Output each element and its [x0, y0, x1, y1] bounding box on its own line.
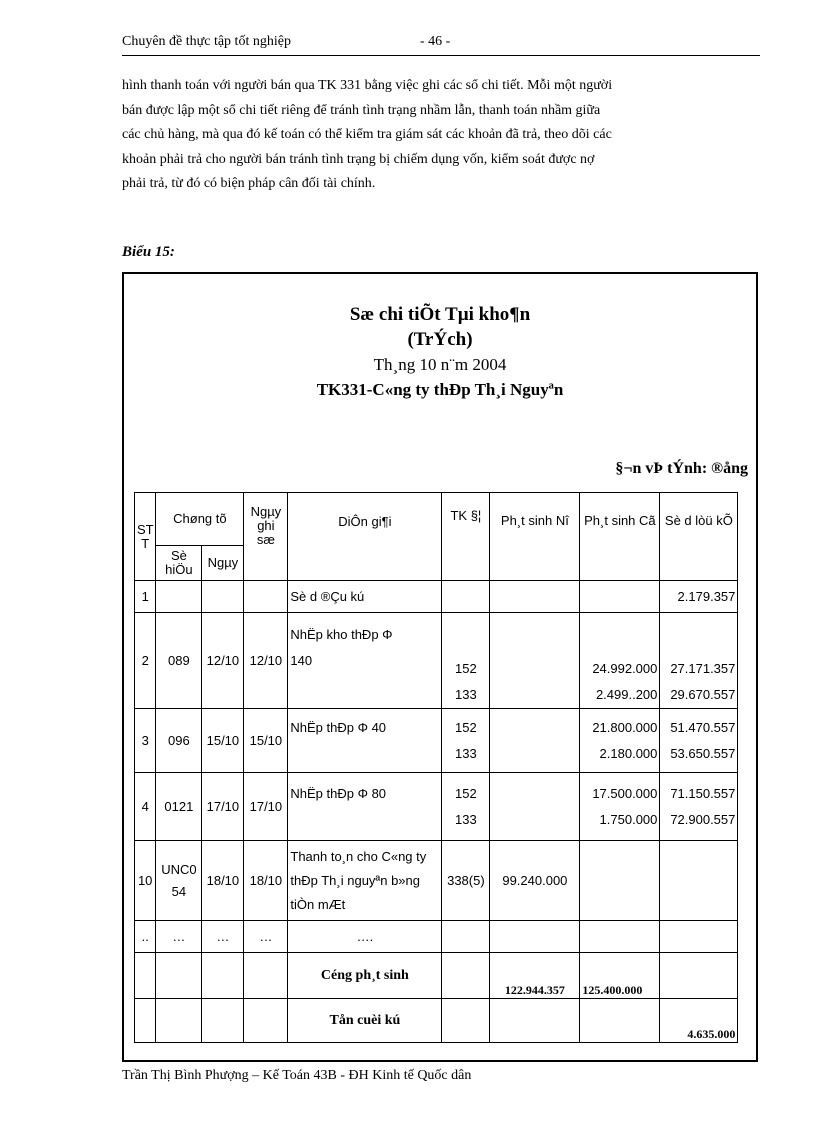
so-du-value: 53.650.557 [670, 745, 736, 761]
cell-so-du [660, 709, 738, 773]
header-tk-du: TK §¦ [442, 493, 490, 581]
cell-so-du: 2.179.357 [660, 581, 738, 613]
page-header [122, 34, 758, 54]
cell-ps-co [580, 773, 660, 841]
tk-value: 152 [455, 661, 477, 676]
dien-giai-line: 140 [290, 652, 313, 668]
cell-ps-no: 99.240.000 [490, 841, 580, 921]
cell-so-hieu: 0121 [156, 773, 202, 841]
cell-dien-giai: Sè d ®Çu kú [288, 581, 442, 613]
cell-stt: 2 [135, 613, 156, 709]
total-ps-no: 122.944.357 [490, 953, 580, 999]
header-dien-giai: DiÔn gi¶i [288, 493, 442, 581]
table-row [135, 581, 738, 613]
header-so-hieu: Sè hiÖu [156, 546, 202, 581]
cell-so-hieu: 096 [156, 709, 202, 773]
total-label: Céng ph¸t sinh [288, 953, 442, 999]
cell-so-hieu: UNC054 [156, 841, 202, 921]
ledger-subtitle: (TrÝch) [407, 329, 473, 350]
total-row [135, 953, 738, 999]
ps-co-value: 2.180.000 [599, 745, 658, 761]
header-chung-tu: Chøng tõ [156, 493, 244, 546]
header-ps-no: Ph¸t sinh Nî [490, 493, 580, 581]
cell-ngay: 12/10 [202, 613, 244, 709]
cell-stt: 4 [135, 773, 156, 841]
cell-tk [442, 709, 490, 773]
paragraph-line: khoản phải trả cho người bán tránh tình trạng bị chiếm dụng vốn, kiểm soát được nợ [122, 151, 595, 167]
ps-co-value: 21.800.000 [592, 719, 658, 735]
ledger-account: TK331-C«ng ty thÐp Th¸i Nguyªn [316, 380, 564, 399]
so-du-value: 27.171.357 [670, 661, 736, 676]
ps-co-value: 24.992.000 [592, 661, 658, 676]
cell-ngay-ghi-so: … [244, 921, 288, 953]
paragraph-line: bán được lập một sổ chi tiết riêng để tránh tình trạng nhầm lẫn, thanh toán nhầm giữa [122, 102, 601, 118]
table-row [135, 613, 738, 709]
ledger-period: Th¸ng 10 n¨m 2004 [373, 355, 507, 374]
cell-ngay-ghi-so: 15/10 [244, 709, 288, 773]
cell-stt: 1 [135, 581, 156, 613]
ledger-frame [122, 272, 758, 1062]
header-so-du: Sè d lòü kÕ [660, 493, 738, 581]
tk-value: 152 [455, 719, 477, 735]
cell-dien-giai [288, 773, 442, 841]
header-ps-co: Ph¸t sinh Cã [580, 493, 660, 581]
ledger-title: Sæ chi tiÕt Tµi kho¶n [349, 304, 531, 325]
cell-so-hieu: … [156, 921, 202, 953]
body-paragraph [122, 74, 758, 197]
ps-co-value: 17.500.000 [592, 785, 658, 801]
cell-so-du [660, 613, 738, 709]
tk-value: 133 [455, 811, 477, 827]
cell-ngay: 18/10 [202, 841, 244, 921]
cell-stt: 10 [135, 841, 156, 921]
dien-giai-line: NhËp thÐp Φ 40 [290, 719, 387, 735]
cell-tk [442, 773, 490, 841]
cell-tk [442, 613, 490, 709]
table-row [135, 773, 738, 841]
header-rule [122, 55, 760, 56]
closing-row [135, 999, 738, 1043]
dien-giai-line: NhËp thÐp Φ 80 [290, 785, 387, 801]
tk-value: 152 [455, 785, 477, 801]
cell-tk: 338(5) [442, 841, 490, 921]
total-ps-co: 125.400.000 [580, 953, 660, 999]
so-du-value: 29.670.557 [670, 687, 736, 702]
cell-dien-giai: Thanh to¸n cho C«ng ty thÐp Th¸i nguyªn b»ng tiÒn mÆt [288, 841, 442, 921]
paragraph-line: hình thanh toán với người bán qua TK 331 bằng việc ghi các sổ chi tiết. Mỗi một người [122, 78, 613, 93]
figure-caption: Biểu 15: [122, 244, 175, 260]
table-row [135, 709, 738, 773]
cell-stt: .. [135, 921, 156, 953]
tk-value: 133 [455, 745, 477, 761]
cell-so-hieu: 089 [156, 613, 202, 709]
cell-ngay-ghi-so: 12/10 [244, 613, 288, 709]
header-title: Chuyên đề thực tập tốt nghiệp [122, 34, 291, 49]
cell-ps-co [580, 709, 660, 773]
cell-dien-giai [288, 613, 442, 709]
cell-ngay: 15/10 [202, 709, 244, 773]
tk-value: 133 [455, 687, 477, 702]
so-du-value: 51.470.557 [670, 719, 736, 735]
header-ngay-ghi-so: Ngµy ghi sæ [244, 493, 288, 581]
table-row [135, 841, 738, 921]
page-number: - 46 - [420, 34, 451, 49]
table-row [135, 921, 738, 953]
so-du-value: 72.900.557 [670, 811, 736, 827]
cell-ngay: … [202, 921, 244, 953]
ps-co-value: 2.499..200 [595, 687, 658, 702]
paragraph-line: phải trả, từ đó có biện pháp cân đối tài chính. [122, 176, 376, 191]
ps-co-value: 1.750.000 [599, 811, 658, 827]
page-footer: Trần Thị Bình Phượng – Kế Toán 43B - ĐH Kinh tế Quốc dân [122, 1068, 472, 1083]
closing-so-du: 4.635.000 [660, 999, 738, 1043]
dien-giai-line: NhËp kho thÐp Φ [290, 626, 393, 642]
header-stt: ST T [135, 493, 156, 581]
cell-ngay: 17/10 [202, 773, 244, 841]
currency-unit: §¬n vÞ tÝnh: ®ång [615, 460, 748, 477]
header-ngay: Ngµy [202, 546, 244, 581]
cell-dien-giai: …. [288, 921, 442, 953]
cell-ngay-ghi-so: 18/10 [244, 841, 288, 921]
so-du-value: 71.150.557 [670, 785, 736, 801]
cell-stt: 3 [135, 709, 156, 773]
ledger-table [134, 492, 738, 1043]
cell-ps-co [580, 613, 660, 709]
paragraph-line: các chủ hàng, mà qua đó kế toán có thể kiểm tra giám sát các khoản đã trả, theo dõi các [122, 127, 612, 142]
closing-label: Tån cuèi kú [288, 999, 442, 1043]
cell-dien-giai [288, 709, 442, 773]
cell-ngay-ghi-so: 17/10 [244, 773, 288, 841]
cell-so-du [660, 773, 738, 841]
